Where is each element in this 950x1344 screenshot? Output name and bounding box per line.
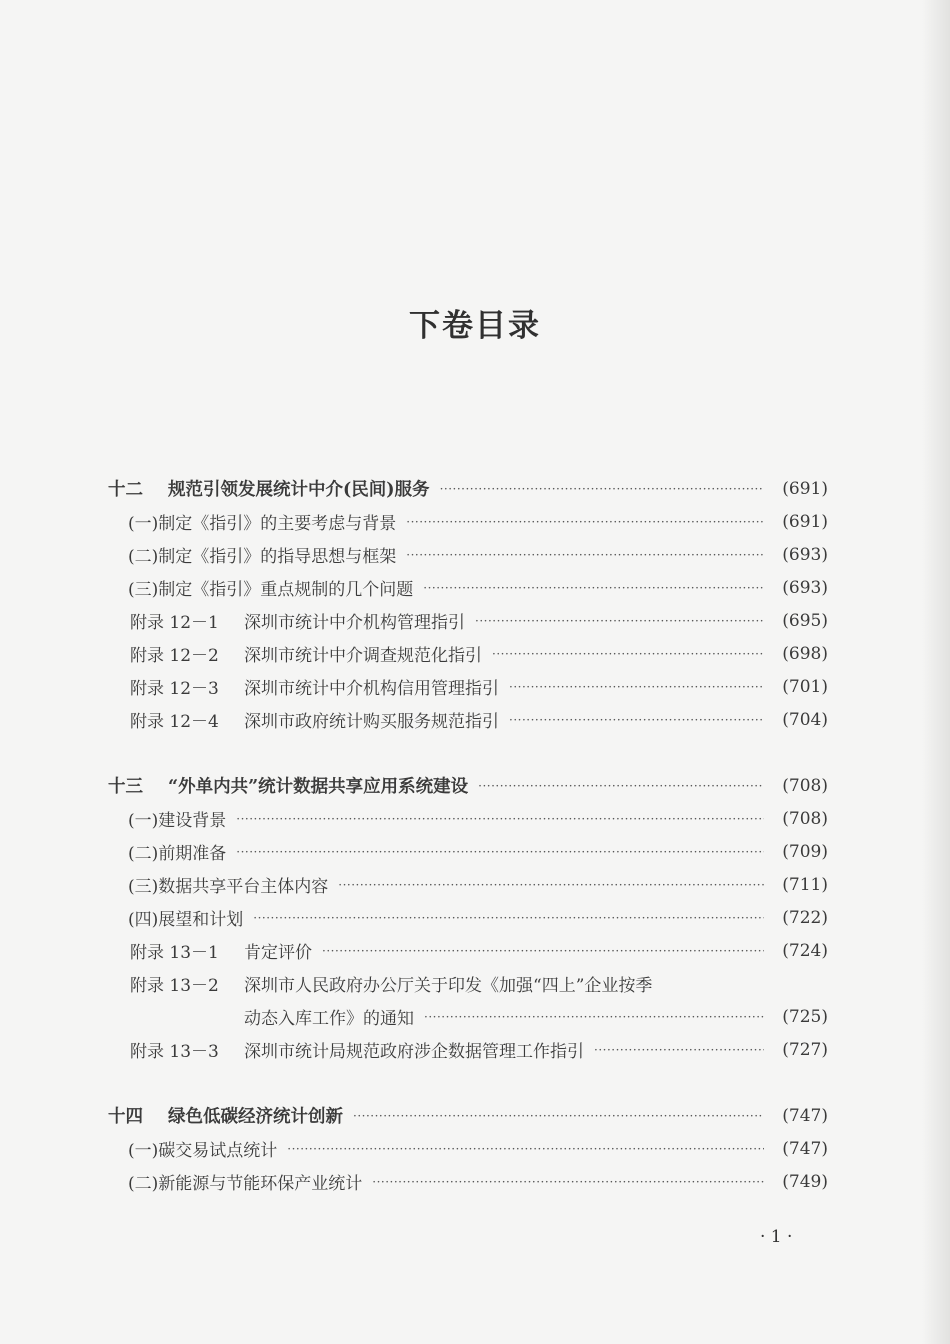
- toc-chapter-14[interactable]: [108, 1099, 828, 1132]
- section-label: (二): [128, 1174, 159, 1194]
- leader-dots: [338, 878, 764, 892]
- page-number: (704): [782, 709, 828, 730]
- leader-dots: [236, 812, 764, 826]
- toc-appendix[interactable]: [108, 1033, 828, 1066]
- toc-section[interactable]: [108, 1165, 828, 1198]
- toc-section[interactable]: [108, 505, 828, 538]
- toc-chapter-12[interactable]: [108, 472, 828, 505]
- section-label: (四): [128, 910, 159, 930]
- leader-dots: [509, 680, 764, 694]
- leader-dots: [509, 713, 764, 727]
- appendix-label: 附录 12－4: [130, 712, 219, 732]
- leader-dots: [287, 1142, 764, 1156]
- toc-section[interactable]: [108, 901, 828, 934]
- page-number: (701): [782, 676, 828, 697]
- appendix-label: 附录 12－3: [130, 679, 219, 699]
- page-edge-shadow: [922, 0, 950, 1344]
- chapter-title: “外单内共”统计数据共享应用系统建设: [168, 777, 469, 797]
- appendix-label: 附录 12－2: [130, 646, 219, 666]
- appendix-title: 深圳市政府统计购买服务规范指引: [244, 712, 499, 732]
- chapter-number: 十四: [108, 1107, 143, 1127]
- section-label: (二): [128, 844, 159, 864]
- leader-dots: [424, 1010, 764, 1024]
- section-title: 新能源与节能环保产业统计: [158, 1174, 363, 1194]
- toc-chapter-13[interactable]: [108, 769, 828, 802]
- toc-appendix[interactable]: [108, 670, 828, 703]
- section-title: 碳交易试点统计: [158, 1141, 278, 1161]
- section-title: 前期准备: [158, 844, 227, 864]
- chapter-title: 规范引领发展统计中介(民间)服务: [168, 480, 430, 500]
- chapter-number: 十三: [108, 777, 143, 797]
- page-number: (747): [782, 1105, 828, 1126]
- section-title: 制定《指引》重点规制的几个问题: [158, 580, 414, 600]
- appendix-title: 深圳市统计中介机构信用管理指引: [244, 679, 499, 699]
- appendix-title-line2: 动态入库工作》的通知: [244, 1009, 414, 1029]
- toc-appendix[interactable]: [108, 703, 828, 736]
- section-label: (三): [128, 877, 159, 897]
- page-number: (709): [782, 841, 828, 862]
- appendix-title: 深圳市统计中介机构管理指引: [244, 613, 465, 633]
- section-label: (一): [128, 811, 159, 831]
- section-label: (二): [128, 547, 159, 567]
- leader-dots: [423, 581, 764, 595]
- appendix-title: 深圳市统计局规范政府涉企数据管理工作指引: [244, 1042, 584, 1062]
- page-folio: · 1 ·: [760, 1227, 793, 1247]
- toc-section[interactable]: [108, 835, 828, 868]
- section-title: 建设背景: [158, 811, 227, 831]
- page-number: (691): [782, 478, 828, 499]
- table-of-contents: [108, 472, 828, 1198]
- toc-section[interactable]: [108, 571, 828, 604]
- leader-dots: [475, 614, 764, 628]
- appendix-label: 附录 13－3: [130, 1042, 219, 1062]
- appendix-title: 深圳市统计中介调查规范化指引: [244, 646, 482, 666]
- toc-section[interactable]: [108, 538, 828, 571]
- section-title: 展望和计划: [158, 910, 244, 930]
- page-number: (708): [782, 808, 828, 829]
- page-number: (708): [782, 775, 828, 796]
- section-label: (三): [128, 580, 159, 600]
- section-title: 制定《指引》的指导思想与框架: [158, 547, 397, 567]
- toc-appendix[interactable]: [108, 934, 828, 967]
- leader-dots: [372, 1175, 764, 1189]
- page-number: (727): [782, 1039, 828, 1060]
- leader-dots: [353, 1109, 764, 1123]
- page-number: (698): [782, 643, 828, 664]
- leader-dots: [406, 548, 764, 562]
- toc-appendix[interactable]: [108, 604, 828, 637]
- chapter-number: 十二: [108, 480, 143, 500]
- toc-section[interactable]: [108, 1132, 828, 1165]
- page-number: (725): [782, 1006, 828, 1027]
- appendix-label: 附录 13－1: [130, 943, 219, 963]
- page-title: 下卷目录: [409, 308, 541, 344]
- toc-appendix-continuation[interactable]: [108, 1000, 828, 1033]
- appendix-title: 肯定评价: [244, 943, 312, 963]
- toc-section[interactable]: [108, 802, 828, 835]
- page-number: (691): [782, 511, 828, 532]
- leader-dots: [322, 944, 764, 958]
- appendix-label: 附录 12－1: [130, 613, 219, 633]
- appendix-title-line1: 深圳市人民政府办公厅关于印发《加强“四上”企业按季: [244, 976, 653, 996]
- page-number: (749): [782, 1171, 828, 1192]
- page-number: (711): [782, 874, 828, 895]
- appendix-label: 附录 13－2: [130, 976, 219, 996]
- leader-dots: [440, 482, 764, 496]
- section-title: 数据共享平台主体内容: [158, 877, 329, 897]
- chapter-title: 绿色低碳经济统计创新: [168, 1107, 343, 1127]
- leader-dots: [594, 1043, 764, 1057]
- page-number: (747): [782, 1138, 828, 1159]
- toc-appendix[interactable]: [108, 637, 828, 670]
- page-number: (693): [782, 544, 828, 565]
- leader-dots: [406, 515, 764, 529]
- section-label: (一): [128, 1141, 159, 1161]
- page-number: (693): [782, 577, 828, 598]
- page-number: (724): [782, 940, 828, 961]
- leader-dots: [478, 779, 764, 793]
- toc-section[interactable]: [108, 868, 828, 901]
- page-number: (695): [782, 610, 828, 631]
- section-label: (一): [128, 514, 159, 534]
- section-title: 制定《指引》的主要考虑与背景: [158, 514, 397, 534]
- leader-dots: [253, 911, 764, 925]
- toc-appendix-multiline[interactable]: [108, 967, 828, 1000]
- leader-dots: [492, 647, 764, 661]
- page-number: (722): [782, 907, 828, 928]
- leader-dots: [236, 845, 764, 859]
